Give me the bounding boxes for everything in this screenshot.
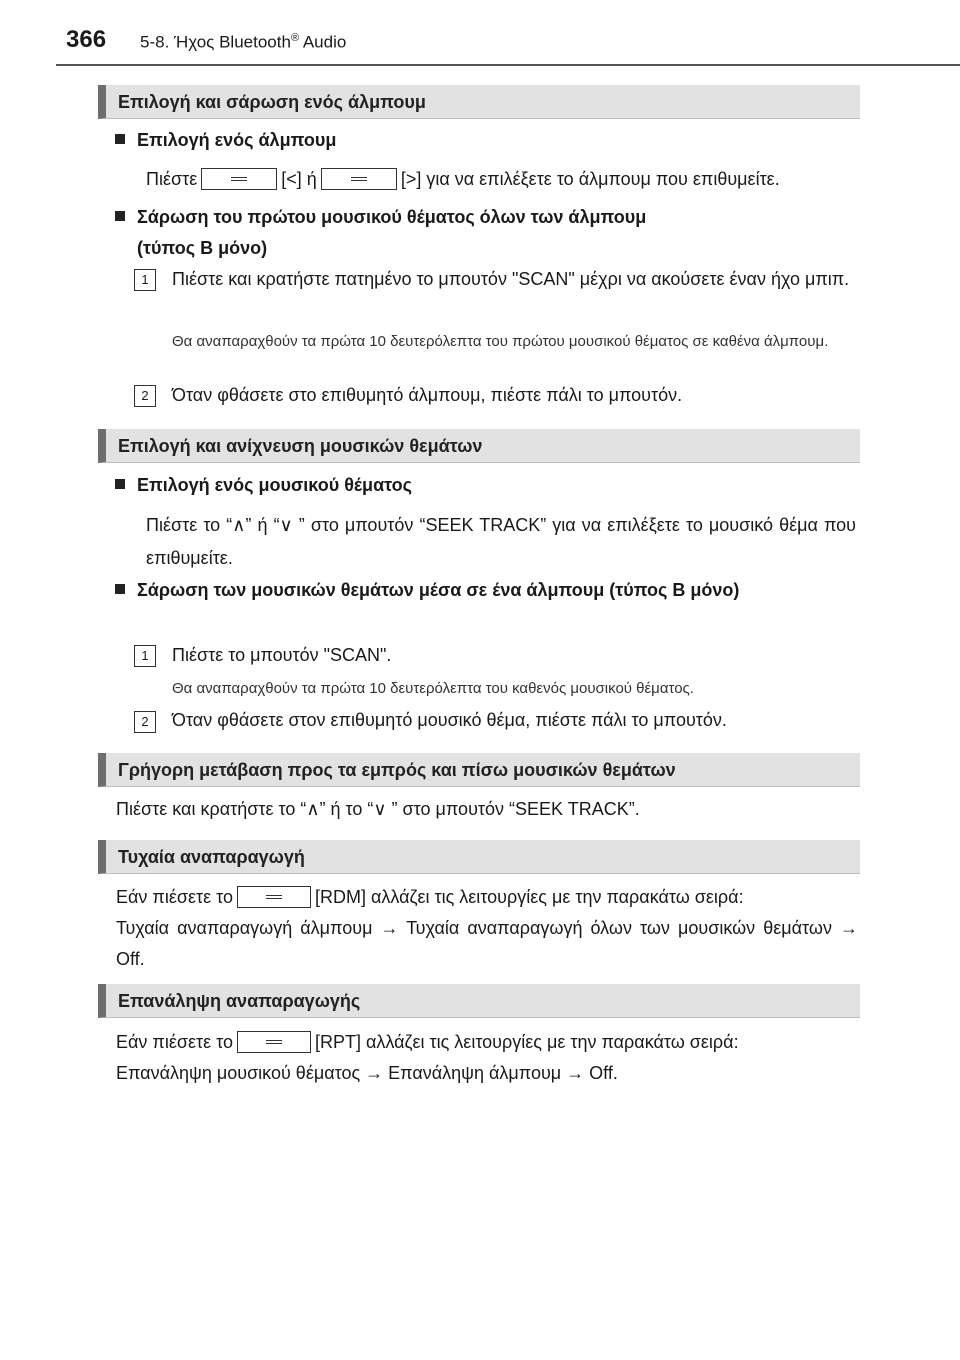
bullet-scan-tracks — [115, 575, 857, 605]
bullet-scan-first-track-line2: (τύπος B μόνο) — [137, 238, 268, 258]
section-album-select-scan — [98, 85, 860, 119]
rpt-button-icon — [237, 1031, 311, 1053]
step-note: Θα αναπαραχθούν τα πρώτα 10 δευτερόλεπτα του καθενός μουσικού θέματος. — [172, 680, 694, 697]
random-instruction-line2: Τυχαία αναπαραγωγή άλμπουμ → Τυχαία αναπαραγωγή όλων των μουσικών θεμάτων → Off. — [116, 918, 858, 969]
step-number: 1 — [134, 269, 156, 291]
chapter-tail: Audio — [299, 32, 347, 52]
section-title: Επιλογή και σάρωση ενός άλμπουμ — [118, 92, 426, 112]
chapter-title — [140, 32, 346, 53]
square-bullet-icon — [115, 479, 125, 489]
section-track-select-scan — [98, 429, 860, 463]
instruction-text: [<] ή — [281, 169, 317, 189]
bullet-title-text: Επιλογή ενός μουσικού θέματος — [137, 475, 413, 495]
step-text: Πιέστε και κρατήστε πατημένο το μπουτόν "SCAN" μέχρι να ακούσετε έναν ήχο μπιπ. — [172, 269, 850, 289]
step-number: 1 — [134, 645, 156, 667]
rdm-button-icon — [237, 886, 311, 908]
instruction-text: Πιέστε — [146, 169, 198, 189]
section-title: Επιλογή και ανίχνευση μουσικών θεμάτων — [118, 436, 483, 456]
chapter-label: 5-8. Ήχος Bluetooth — [140, 32, 291, 52]
bullet-scan-first-track — [115, 202, 646, 233]
random-instruction-line1 — [116, 882, 860, 913]
bullet-select-track — [115, 470, 412, 501]
step-number: 2 — [134, 711, 156, 733]
section-repeat-playback — [98, 984, 860, 1018]
page-number: 366 — [66, 26, 107, 53]
bullet-title-text: Επιλογή ενός άλμπουμ — [137, 130, 337, 150]
section-title: Γρήγορη μετάβαση προς τα εμπρός και πίσω μουσικών θεμάτων — [118, 760, 676, 780]
step-text: Όταν φθάσετε στο επιθυμητό άλμπουμ, πιέστε πάλι το μπουτόν. — [172, 385, 683, 405]
instruction-text: [RPT] αλλάζει τις λειτουργίες με την παρακάτω σειρά: — [315, 1032, 739, 1052]
page-header — [0, 0, 960, 70]
bullet-title-text: Σάρωση των μουσικών θεμάτων μέσα σε ένα άλμπουμ (τύπος B μόνο) — [137, 580, 740, 600]
instruction-text: [RDM] αλλάζει τις λειτουργίες με την παρακάτω σειρά: — [315, 887, 744, 907]
instruction-text: [>] για να επιλέξετε το άλμπουμ που επιθυμείτε. — [400, 169, 780, 189]
section-random-playback — [98, 840, 860, 874]
square-bullet-icon — [115, 211, 125, 221]
step-text: Πιέστε το μπουτόν "SCAN". — [172, 645, 392, 665]
step-note: Θα αναπαραχθούν τα πρώτα 10 δευτερόλεπτα του πρώτου μουσικού θέματος σε καθένα άλμπουμ. — [172, 333, 829, 350]
bullet-title-text: Σάρωση του πρώτου μουσικού θέματος όλων των άλμπουμ — [137, 207, 647, 227]
prev-button-icon — [201, 168, 277, 190]
step-number: 2 — [134, 385, 156, 407]
registered-mark: ® — [290, 32, 300, 44]
select-album-instruction — [146, 164, 860, 195]
select-track-instruction: Πιέστε το “∧” ή “∨ ” στο μπουτόν “SEEK TRACK” για να επιλέξετε το μουσικό θέμα που επιθυμείτε. — [146, 515, 856, 568]
section-fast-forward-rewind — [98, 753, 860, 787]
repeat-instruction-line2: Επανάληψη μουσικού θέματος → Επανάληψη άλμπουμ → Off. — [116, 1063, 618, 1083]
fast-instruction: Πιέστε και κρατήστε το “∧” ή το “∨ ” στο μπουτόν “SEEK TRACK”. — [116, 799, 640, 819]
repeat-instruction-line1 — [116, 1027, 860, 1058]
square-bullet-icon — [115, 584, 125, 594]
section-title: Επανάληψη αναπαραγωγής — [118, 991, 361, 1011]
bullet-select-album — [115, 125, 336, 156]
square-bullet-icon — [115, 134, 125, 144]
step-text: Όταν φθάσετε στον επιθυμητό μουσικό θέμα, πιέστε πάλι το μπουτόν. — [172, 710, 727, 730]
section-title: Τυχαία αναπαραγωγή — [118, 847, 305, 867]
instruction-text: Εάν πιέσετε το — [116, 1032, 233, 1052]
header-rule — [56, 64, 960, 66]
instruction-text: Εάν πιέσετε το — [116, 887, 233, 907]
next-button-icon — [321, 168, 397, 190]
